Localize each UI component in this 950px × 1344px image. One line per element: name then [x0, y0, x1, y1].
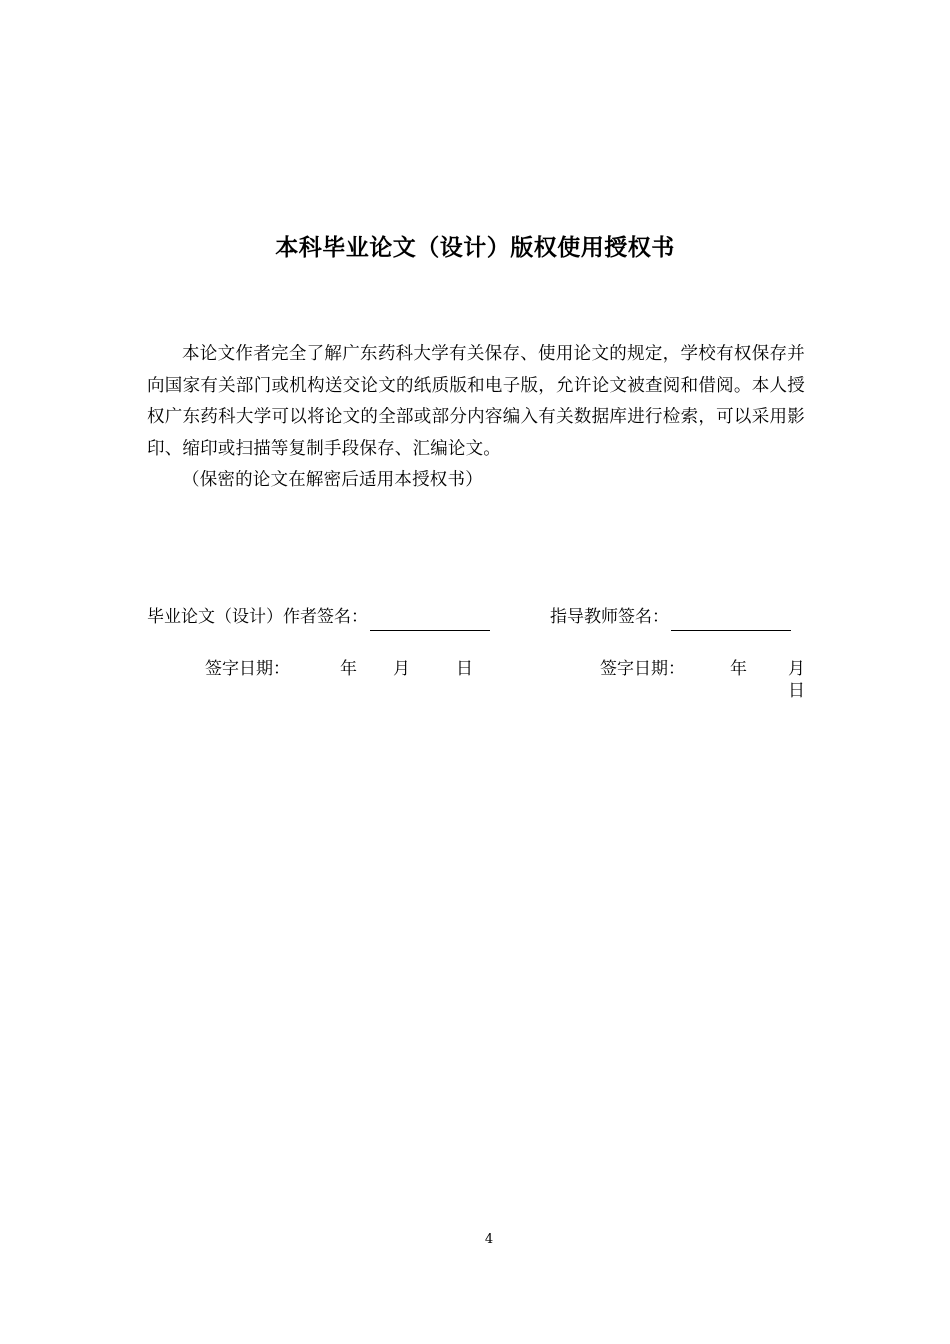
page-number: 4 — [484, 1232, 494, 1247]
advisor-date-month: 月 — [788, 659, 805, 679]
authorization-paragraph: 本论文作者完全了解广东药科大学有关保存、使用论文的规定，学校有权保存并向国家有关部门或机构送交论文的纸质版和电子版，允许论文被查阅和借阅。本人授权广东药科大学可以将论文的全部或部分内容编入有关数据库进行检索，可以采用影印、缩印或扫描等复制手段保存、汇编论文。 — [147, 344, 805, 459]
advisor-signature-block — [550, 603, 791, 631]
advisor-date-year: 年 — [730, 659, 747, 679]
author-date-day: 日 — [456, 659, 473, 679]
author-signature-block — [147, 603, 490, 631]
author-date-month: 月 — [393, 659, 410, 679]
author-date-label: 签字日期： — [205, 659, 290, 679]
document-title: 本科毕业论文（设计）版权使用授权书 — [275, 235, 675, 261]
confidential-note: （保密的论文在解密后适用本授权书） — [182, 470, 483, 490]
advisor-date-day: 日 — [788, 681, 805, 701]
advisor-signature-line[interactable] — [671, 612, 791, 631]
author-signature-line[interactable] — [370, 612, 490, 631]
advisor-signature-label: 指导教师签名： — [550, 607, 669, 627]
advisor-date-label: 签字日期： — [600, 659, 685, 679]
author-date-year: 年 — [340, 659, 357, 679]
author-signature-label: 毕业论文（设计）作者签名： — [147, 607, 368, 627]
